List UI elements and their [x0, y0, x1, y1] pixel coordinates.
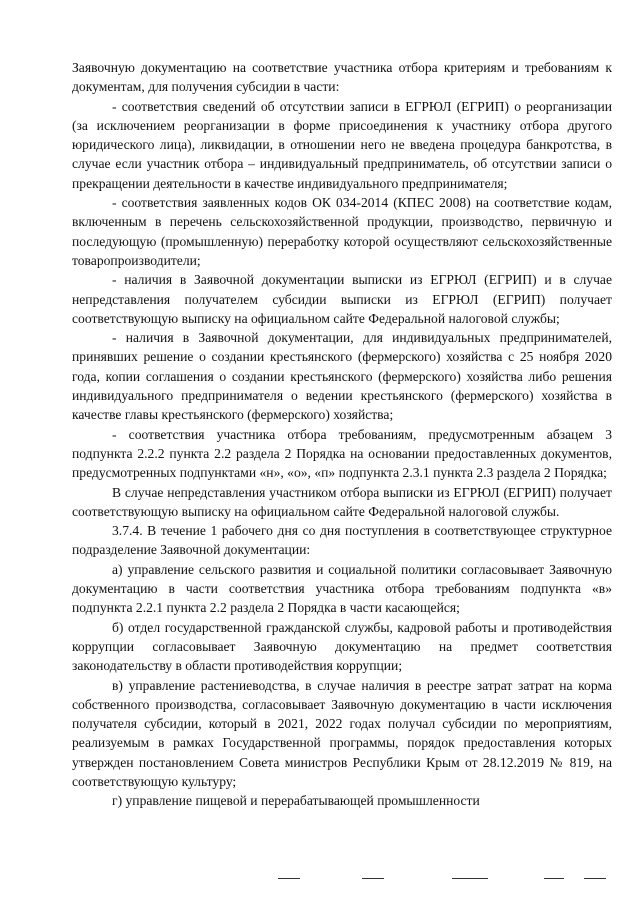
- paragraph-farm-agreement: - наличия в Заявочной документации, для индивидуальных предпринимателей, принявших решение о создании крестьянского (фермерского) хозяйства с 25 ноября 2020 года, копии соглашения о создании крестьянского (фермерского) хозяйства либо решения индивидуального предпринимателя о ведении крестьянского (фермерского) хозяйства в качестве главы крестьянского (фермерского) хозяйства;: [72, 330, 612, 423]
- paragraph-egrul-extract: - наличия в Заявочной документации выписки из ЕГРЮЛ (ЕГРИП) и в случае непредставления получателем субсидии выписки из ЕГРЮЛ (ЕГРИП) получает соответствующую выписку на официальном сайте Федеральной налоговой службы;: [72, 272, 612, 326]
- paragraph-non-submission: В случае непредставления участником отбора выписки из ЕГРЮЛ (ЕГРИП) получает соответствующую выписку на официальном сайте Федеральной налоговой службы.: [72, 484, 612, 519]
- paragraph-egrul-reorganization: - соответствия сведений об отсутствии записи в ЕГРЮЛ (ЕГРИП) о реорганизации (за исключением реорганизации в форме присоединения к участнику отбора другого юридического лица), ликвидации, в отношении него не введена процедура банкротства, в случае если участник отбора – индивидуальный предприниматель, об отсутствии записи о прекращении деятельности в качестве индивидуального предпринимателя;: [72, 98, 612, 191]
- paragraph-3-7-4: 3.7.4. В течение 1 рабочего дня со дня поступления в соответствующее структурное подразделение Заявочной документации:: [72, 523, 612, 558]
- paragraph-item-v: в) управление растениеводства, в случае наличия в реестре затрат затрат на корма собственного производства, согласовывает Заявочную документацию в части исключения получателя субсидии, который в 2021, 2022 годах получал субсидии по мероприятиям, реализуемым в рамках Государственной программы, порядок предоставления которых утвержден постановлением Совета министров Республики Крым от 28.12.2019 № 819, на соответствующую культуру;: [72, 677, 612, 789]
- paragraph-ok-codes: - соответствия заявленных кодов ОК 034-2014 (КПЕС 2008) на соответствие кодам, включенным в перечень сельскохозяйственной продукции, производство, первичную и последующую (промышленную) переработку которой осуществляют сельскохозяйственные товаропроизводители;: [72, 195, 612, 268]
- paragraph-item-a: а) управление сельского развития и социальной политики согласовывает Заявочную документацию в части соответствия участника отбора требованиям подпункта «в» подпункта 2.2.1 пункта 2.2 раздела 2 Порядка в части касающейся;: [72, 561, 612, 616]
- paragraph-item-b: б) отдел государственной гражданской службы, кадровой работы и противодействия коррупции согласовывает Заявочную документацию на предмет соответствия законодательству в области противодействия коррупции;: [72, 619, 612, 674]
- footer-rule: [544, 878, 564, 879]
- paragraph-intro: Заявочную документацию на соответствие участника отбора критериям и требованиям к документам, для получения субсидии в части:: [72, 60, 612, 95]
- footer-rules: [0, 876, 640, 882]
- footer-rule: [452, 878, 488, 879]
- footer-rule: [278, 878, 300, 879]
- footer-rule: [362, 878, 384, 879]
- document-body: [72, 58, 612, 811]
- paragraph-requirements: - соответствия участника отбора требованиям, предусмотренным абзацем 3 подпункта 2.2.2 пункта 2.2 раздела 2 Порядка на основании предоставленных документов, предусмотренных подпунктами «н», «о», «п» подпункта 2.3.1 пункта 2.3 раздела 2 Порядка;: [72, 426, 612, 481]
- paragraph-item-g: г) управление пищевой и перерабатывающей промышленности: [112, 793, 480, 809]
- footer-rule: [584, 878, 606, 879]
